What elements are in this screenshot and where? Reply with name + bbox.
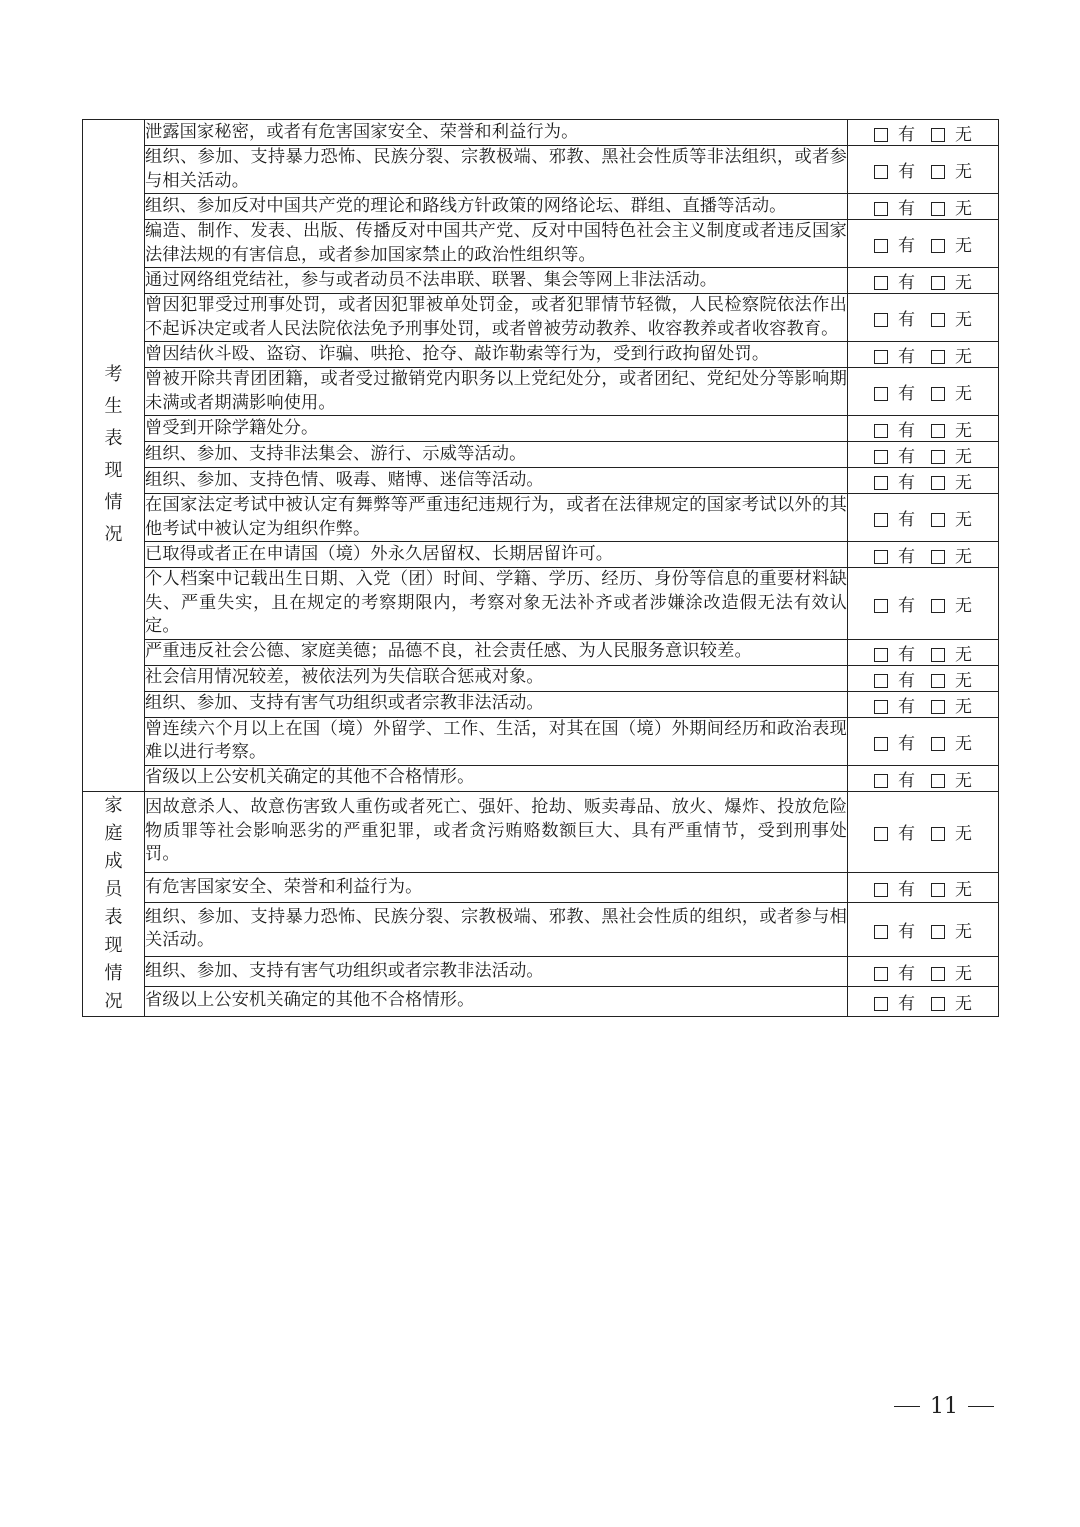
item-text: 组织、参加反对中国共产党的理论和路线方针政策的网络论坛、群组、直播等活动。 bbox=[145, 194, 848, 220]
option-yes[interactable] bbox=[874, 766, 915, 791]
no-label: 无 bbox=[955, 310, 972, 330]
yes-label: 有 bbox=[898, 347, 915, 367]
no-checkbox[interactable] bbox=[931, 450, 945, 464]
option-yes[interactable] bbox=[874, 505, 915, 530]
item-text: 因故意杀人、故意伤害致人重伤或者死亡、强奸、抢劫、贩卖毒品、放火、爆炸、投放危险物质罪等社会影响恶劣的严重犯罪，或者贪污贿赂数额巨大、具有严重情节，受到刑事处罚。 bbox=[145, 791, 848, 872]
no-label: 无 bbox=[955, 770, 972, 791]
option-no[interactable] bbox=[931, 917, 972, 942]
item-text: 组织、参加、支持有害气功组织或者宗教非法活动。 bbox=[145, 691, 848, 717]
option-no[interactable] bbox=[931, 959, 972, 984]
option-yes[interactable] bbox=[874, 442, 915, 467]
no-label: 无 bbox=[955, 273, 972, 293]
yes-label: 有 bbox=[898, 125, 915, 145]
option-no[interactable] bbox=[931, 442, 972, 467]
page-number bbox=[894, 1394, 994, 1419]
no-label: 无 bbox=[955, 236, 972, 256]
item-text: 曾受到开除学籍处分。 bbox=[145, 416, 848, 442]
option-no[interactable] bbox=[931, 416, 972, 441]
no-checkbox[interactable] bbox=[931, 827, 945, 841]
option-yes[interactable] bbox=[874, 416, 915, 441]
no-label: 无 bbox=[955, 644, 972, 665]
no-checkbox[interactable] bbox=[931, 550, 945, 564]
yes-label: 有 bbox=[898, 547, 915, 567]
yes-checkbox[interactable] bbox=[874, 774, 888, 788]
yes-checkbox[interactable] bbox=[874, 674, 888, 688]
yes-label: 有 bbox=[898, 644, 915, 665]
option-no[interactable] bbox=[931, 120, 972, 145]
choice-cell bbox=[848, 294, 999, 342]
item-text: 省级以上公安机关确定的其他不合格情形。 bbox=[145, 986, 848, 1016]
form-row bbox=[83, 268, 999, 294]
no-label: 无 bbox=[955, 879, 972, 900]
choice-cell bbox=[848, 872, 999, 902]
choice-cell bbox=[848, 902, 999, 957]
option-no[interactable] bbox=[931, 231, 972, 256]
item-text: 在国家法定考试中被认定有舞弊等严重违纪违规行为，或者在法律规定的国家考试以外的其他考试中被认定为组织作弊。 bbox=[145, 494, 848, 542]
yes-label: 有 bbox=[898, 236, 915, 256]
form-row bbox=[83, 872, 999, 902]
yes-checkbox[interactable] bbox=[874, 925, 888, 939]
option-yes[interactable] bbox=[874, 120, 915, 145]
form-row bbox=[83, 220, 999, 268]
form-row bbox=[83, 146, 999, 194]
yes-checkbox[interactable] bbox=[874, 165, 888, 179]
item-text: 省级以上公安机关确定的其他不合格情形。 bbox=[145, 765, 848, 791]
yes-checkbox[interactable] bbox=[874, 827, 888, 841]
no-label: 无 bbox=[955, 733, 972, 754]
no-label: 无 bbox=[955, 125, 972, 145]
no-label: 无 bbox=[955, 347, 972, 367]
choice-cell bbox=[848, 542, 999, 568]
choice-cell bbox=[848, 986, 999, 1016]
option-yes[interactable] bbox=[874, 640, 915, 665]
yes-label: 有 bbox=[898, 273, 915, 293]
item-text: 编造、制作、发表、出版、传播反对中国共产党、反对中国特色社会主义制度或者违反国家法律法规的有害信息，或者参加国家禁止的政治性组织等。 bbox=[145, 220, 848, 268]
item-text: 组织、参加、支持色情、吸毒、赌博、迷信等活动。 bbox=[145, 468, 848, 494]
yes-label: 有 bbox=[898, 879, 915, 900]
no-checkbox[interactable] bbox=[931, 700, 945, 714]
option-yes[interactable] bbox=[874, 591, 915, 616]
no-label: 无 bbox=[955, 199, 972, 219]
yes-label: 有 bbox=[898, 595, 915, 616]
item-text: 曾因犯罪受过刑事处罚，或者因犯罪被单处罚金，或者犯罪情节轻微，人民检察院依法作出不起诉决定或者人民法院依法免予刑事处罚，或者曾被劳动教养、收容教养或者收容教育。 bbox=[145, 294, 848, 342]
form-row bbox=[83, 342, 999, 368]
form-row bbox=[83, 791, 999, 872]
yes-label: 有 bbox=[898, 384, 915, 404]
no-label: 无 bbox=[955, 384, 972, 404]
item-text: 曾被开除共青团团籍，或者受过撤销党内职务以上党纪处分，或者团纪、党纪处分等影响期未满或者期满影响使用。 bbox=[145, 368, 848, 416]
item-text: 已取得或者正在申请国（境）外永久居留权、长期居留许可。 bbox=[145, 542, 848, 568]
no-checkbox[interactable] bbox=[931, 476, 945, 490]
option-no[interactable] bbox=[931, 591, 972, 616]
option-yes[interactable] bbox=[874, 194, 915, 219]
yes-checkbox[interactable] bbox=[874, 424, 888, 438]
form-row bbox=[83, 639, 999, 665]
yes-checkbox[interactable] bbox=[874, 350, 888, 364]
no-checkbox[interactable] bbox=[931, 883, 945, 897]
no-checkbox[interactable] bbox=[931, 599, 945, 613]
option-no[interactable] bbox=[931, 379, 972, 404]
option-yes[interactable] bbox=[874, 989, 915, 1014]
no-checkbox[interactable] bbox=[931, 925, 945, 939]
option-no[interactable] bbox=[931, 194, 972, 219]
option-yes[interactable] bbox=[874, 692, 915, 717]
no-checkbox[interactable] bbox=[931, 313, 945, 327]
item-text: 社会信用情况较差，被依法列为失信联合惩戒对象。 bbox=[145, 665, 848, 691]
option-yes[interactable] bbox=[874, 729, 915, 754]
yes-checkbox[interactable] bbox=[874, 450, 888, 464]
yes-checkbox[interactable] bbox=[874, 276, 888, 290]
yes-label: 有 bbox=[898, 696, 915, 717]
option-no[interactable] bbox=[931, 157, 972, 182]
no-checkbox[interactable] bbox=[931, 128, 945, 142]
item-text: 组织、参加、支持暴力恐怖、民族分裂、宗教极端、邪教、黑社会性质等非法组织，或者参与相关活动。 bbox=[145, 146, 848, 194]
item-text: 组织、参加、支持非法集会、游行、示威等活动。 bbox=[145, 442, 848, 468]
choice-cell bbox=[848, 342, 999, 368]
option-yes[interactable] bbox=[874, 959, 915, 984]
option-no[interactable] bbox=[931, 342, 972, 367]
option-no[interactable] bbox=[931, 766, 972, 791]
choice-cell bbox=[848, 416, 999, 442]
form-row bbox=[83, 120, 999, 146]
option-yes[interactable] bbox=[874, 342, 915, 367]
option-yes[interactable] bbox=[874, 379, 915, 404]
yes-checkbox[interactable] bbox=[874, 599, 888, 613]
item-text: 通过网络组党结社，参与或者动员不法串联、联署、集会等网上非法活动。 bbox=[145, 268, 848, 294]
yes-checkbox[interactable] bbox=[874, 239, 888, 253]
choice-cell bbox=[848, 268, 999, 294]
yes-label: 有 bbox=[898, 447, 915, 467]
option-no[interactable] bbox=[931, 542, 972, 567]
form-row bbox=[83, 986, 999, 1016]
section-label: 家庭成员表现情况 bbox=[104, 794, 123, 1012]
option-yes[interactable] bbox=[874, 542, 915, 567]
item-text: 曾因结伙斗殴、盗窃、诈骗、哄抢、抢夺、敲诈勒索等行为，受到行政拘留处罚。 bbox=[145, 342, 848, 368]
form-row bbox=[83, 717, 999, 765]
item-text: 有危害国家安全、荣誉和利益行为。 bbox=[145, 872, 848, 902]
form-row bbox=[83, 368, 999, 416]
no-label: 无 bbox=[955, 696, 972, 717]
no-label: 无 bbox=[955, 670, 972, 691]
option-no[interactable] bbox=[931, 305, 972, 330]
no-label: 无 bbox=[955, 921, 972, 942]
option-no[interactable] bbox=[931, 468, 972, 493]
choice-cell bbox=[848, 765, 999, 791]
form-row bbox=[83, 194, 999, 220]
yes-label: 有 bbox=[898, 733, 915, 754]
no-label: 无 bbox=[955, 421, 972, 441]
section-label-cell bbox=[83, 120, 145, 792]
no-label: 无 bbox=[955, 162, 972, 182]
page-number-dash-left bbox=[894, 1406, 920, 1408]
option-no[interactable] bbox=[931, 819, 972, 844]
yes-label: 有 bbox=[898, 670, 915, 691]
no-label: 无 bbox=[955, 547, 972, 567]
choice-cell bbox=[848, 639, 999, 665]
page-number-dash-right bbox=[968, 1406, 994, 1408]
option-no[interactable] bbox=[931, 692, 972, 717]
no-checkbox[interactable] bbox=[931, 276, 945, 290]
no-checkbox[interactable] bbox=[931, 774, 945, 788]
no-checkbox[interactable] bbox=[931, 997, 945, 1011]
option-yes[interactable] bbox=[874, 468, 915, 493]
option-no[interactable] bbox=[931, 729, 972, 754]
choice-cell bbox=[848, 568, 999, 640]
form-row bbox=[83, 542, 999, 568]
yes-label: 有 bbox=[898, 310, 915, 330]
item-text: 严重违反社会公德、家庭美德；品德不良，社会责任感、为人民服务意识较差。 bbox=[145, 639, 848, 665]
yes-checkbox[interactable] bbox=[874, 737, 888, 751]
choice-cell bbox=[848, 691, 999, 717]
section-label: 考生表现情况 bbox=[104, 364, 123, 546]
no-label: 无 bbox=[955, 510, 972, 530]
form-row bbox=[83, 902, 999, 957]
item-text: 个人档案中记载出生日期、入党（团）时间、学籍、学历、经历、身份等信息的重要材料缺失、严重失实，且在规定的考察期限内，考察对象无法补齐或者涉嫌涂改造假无法有效认定。 bbox=[145, 568, 848, 640]
yes-checkbox[interactable] bbox=[874, 387, 888, 401]
item-text: 组织、参加、支持暴力恐怖、民族分裂、宗教极端、邪教、黑社会性质的组织，或者参与相关活动。 bbox=[145, 902, 848, 957]
choice-cell bbox=[848, 468, 999, 494]
choice-cell bbox=[848, 957, 999, 987]
no-checkbox[interactable] bbox=[931, 648, 945, 662]
yes-checkbox[interactable] bbox=[874, 997, 888, 1011]
form-row bbox=[83, 468, 999, 494]
no-checkbox[interactable] bbox=[931, 424, 945, 438]
choice-cell bbox=[848, 368, 999, 416]
option-yes[interactable] bbox=[874, 875, 915, 900]
no-checkbox[interactable] bbox=[931, 674, 945, 688]
item-text: 曾连续六个月以上在国（境）外留学、工作、生活，对其在国（境）外期间经历和政治表现难以进行考察。 bbox=[145, 717, 848, 765]
option-no[interactable] bbox=[931, 505, 972, 530]
yes-label: 有 bbox=[898, 770, 915, 791]
choice-cell bbox=[848, 194, 999, 220]
form-row bbox=[83, 442, 999, 468]
yes-label: 有 bbox=[898, 510, 915, 530]
option-yes[interactable] bbox=[874, 157, 915, 182]
item-text: 组织、参加、支持有害气功组织或者宗教非法活动。 bbox=[145, 957, 848, 987]
option-yes[interactable] bbox=[874, 666, 915, 691]
yes-label: 有 bbox=[898, 824, 915, 845]
no-checkbox[interactable] bbox=[931, 202, 945, 216]
no-label: 无 bbox=[955, 447, 972, 467]
choice-cell bbox=[848, 220, 999, 268]
choice-cell bbox=[848, 665, 999, 691]
yes-checkbox[interactable] bbox=[874, 883, 888, 897]
option-no[interactable] bbox=[931, 268, 972, 293]
yes-label: 有 bbox=[898, 921, 915, 942]
yes-label: 有 bbox=[898, 162, 915, 182]
yes-checkbox[interactable] bbox=[874, 648, 888, 662]
yes-label: 有 bbox=[898, 964, 915, 985]
no-checkbox[interactable] bbox=[931, 967, 945, 981]
option-no[interactable] bbox=[931, 666, 972, 691]
yes-label: 有 bbox=[898, 199, 915, 219]
choice-cell bbox=[848, 146, 999, 194]
yes-checkbox[interactable] bbox=[874, 513, 888, 527]
no-checkbox[interactable] bbox=[931, 387, 945, 401]
no-checkbox[interactable] bbox=[931, 165, 945, 179]
option-yes[interactable] bbox=[874, 917, 915, 942]
yes-checkbox[interactable] bbox=[874, 550, 888, 564]
form-row bbox=[83, 765, 999, 791]
no-label: 无 bbox=[955, 964, 972, 985]
no-checkbox[interactable] bbox=[931, 737, 945, 751]
yes-checkbox[interactable] bbox=[874, 700, 888, 714]
option-no[interactable] bbox=[931, 875, 972, 900]
review-form-table bbox=[82, 119, 999, 1017]
form-row bbox=[83, 568, 999, 640]
yes-checkbox[interactable] bbox=[874, 313, 888, 327]
yes-label: 有 bbox=[898, 993, 915, 1014]
no-checkbox[interactable] bbox=[931, 350, 945, 364]
yes-checkbox[interactable] bbox=[874, 476, 888, 490]
item-text: 泄露国家秘密，或者有危害国家安全、荣誉和利益行为。 bbox=[145, 120, 848, 146]
form-row bbox=[83, 494, 999, 542]
no-label: 无 bbox=[955, 595, 972, 616]
yes-checkbox[interactable] bbox=[874, 967, 888, 981]
form-row bbox=[83, 691, 999, 717]
form-row bbox=[83, 957, 999, 987]
choice-cell bbox=[848, 442, 999, 468]
no-label: 无 bbox=[955, 824, 972, 845]
option-no[interactable] bbox=[931, 640, 972, 665]
option-yes[interactable] bbox=[874, 819, 915, 844]
page-number-value: 11 bbox=[930, 1394, 958, 1419]
yes-checkbox[interactable] bbox=[874, 128, 888, 142]
option-no[interactable] bbox=[931, 989, 972, 1014]
form-row bbox=[83, 416, 999, 442]
section-label-cell bbox=[83, 791, 145, 1016]
option-yes[interactable] bbox=[874, 231, 915, 256]
option-yes[interactable] bbox=[874, 305, 915, 330]
yes-checkbox[interactable] bbox=[874, 202, 888, 216]
no-checkbox[interactable] bbox=[931, 239, 945, 253]
yes-label: 有 bbox=[898, 421, 915, 441]
choice-cell bbox=[848, 120, 999, 146]
form-row bbox=[83, 294, 999, 342]
choice-cell bbox=[848, 717, 999, 765]
no-checkbox[interactable] bbox=[931, 513, 945, 527]
choice-cell bbox=[848, 494, 999, 542]
yes-label: 有 bbox=[898, 473, 915, 493]
no-label: 无 bbox=[955, 473, 972, 493]
form-body bbox=[83, 120, 999, 1017]
form-row bbox=[83, 665, 999, 691]
no-label: 无 bbox=[955, 993, 972, 1014]
option-yes[interactable] bbox=[874, 268, 915, 293]
choice-cell bbox=[848, 791, 999, 872]
